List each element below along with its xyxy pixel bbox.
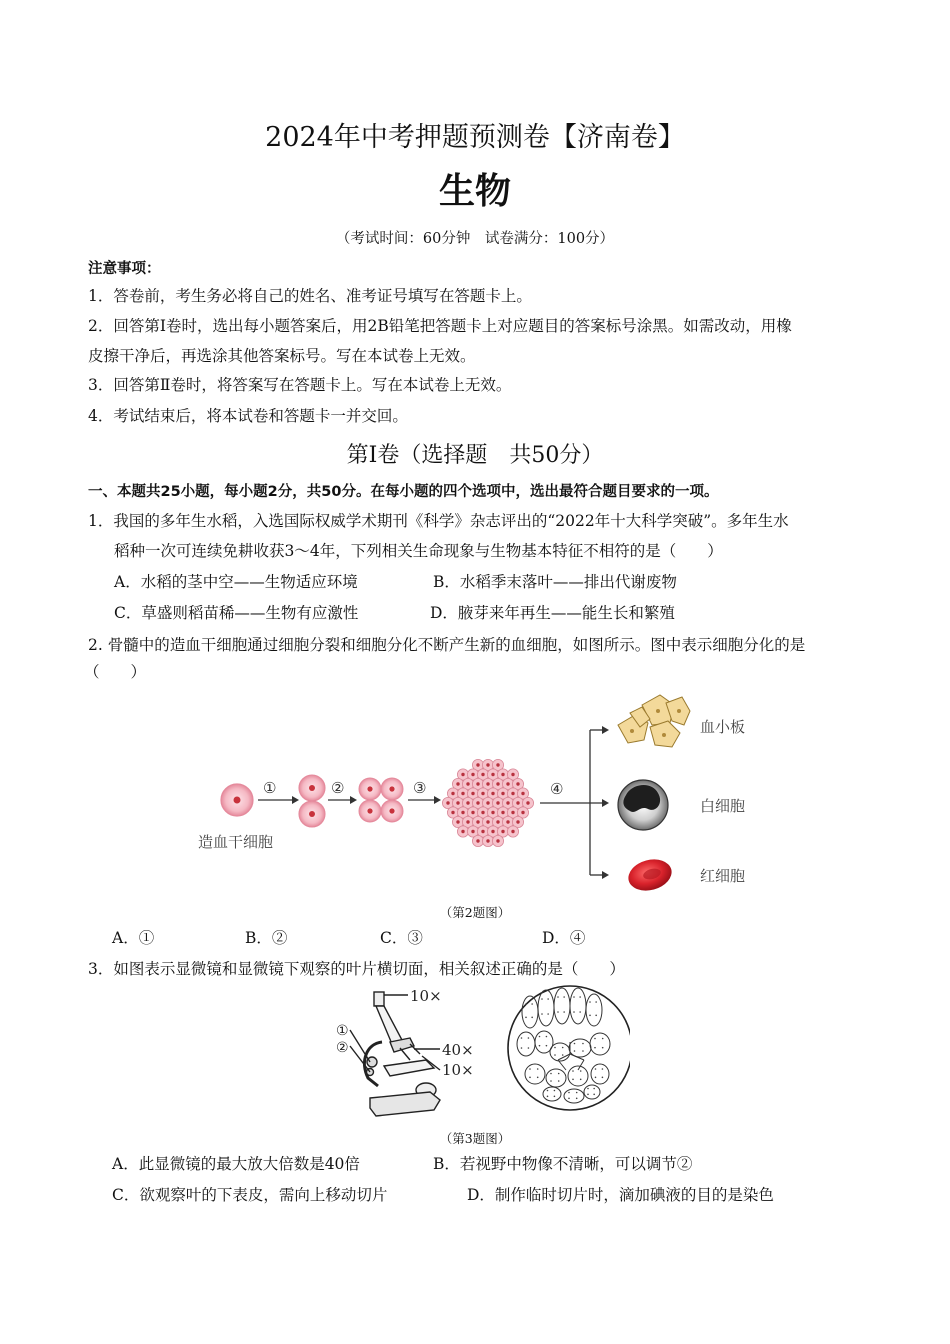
- eyepiece-label: 10×: [410, 987, 442, 1005]
- q1-option-b[interactable]: B．水稻季末落叶——排出代谢废物: [433, 573, 677, 591]
- notice-item: 2．回答第Ⅰ卷时，选出每小题答案后，用2B铅笔把答题卡上对应题目的答案标号涂黑。如需改动，用橡: [88, 317, 792, 335]
- step-1-label: ①: [263, 779, 277, 797]
- white-blood-cell-label: 白细胞: [700, 798, 746, 815]
- q2-stem-line1: 2. 骨髓中的造血干细胞通过细胞分裂和细胞分化不断产生新的血细胞，如图所示。图中表示细胞分化的是: [88, 636, 806, 654]
- notice-item: 皮擦干净后，再选涂其他答案标号。写在本试卷上无效。: [88, 347, 476, 365]
- red-blood-cell: [625, 855, 675, 895]
- step-4-label: ④: [550, 780, 564, 798]
- red-blood-cell-label: 红细胞: [700, 868, 746, 885]
- time-info: （考试时间：60分钟 试卷满分：100分）: [335, 231, 615, 247]
- marker-2: ②: [336, 1040, 349, 1056]
- blood-cell-differentiation-figure: [190, 685, 790, 900]
- platelet-cells: [618, 695, 690, 747]
- q2-option-c[interactable]: C．③: [380, 929, 423, 947]
- q3-option-d[interactable]: D．制作临时切片时，滴加碘液的目的是染色: [467, 1186, 774, 1204]
- q1-stem-line2: 稻种一次可连续免耕收获3～4年，下列相关生命现象与生物基本特征不相符的是（ ）: [114, 542, 723, 560]
- stem-cell: [221, 784, 253, 816]
- microscope-icon: [350, 992, 440, 1116]
- q1-option-d[interactable]: D．腋芽来年再生——能生长和繁殖: [430, 604, 675, 622]
- notice-item: 1．答卷前，考生务必将自己的姓名、准考证号填写在答题卡上。: [88, 287, 532, 305]
- objective-high-label: 40×: [442, 1041, 474, 1059]
- q2-stem-line2: （ ）: [84, 663, 147, 681]
- figure-3-caption: （第3题图）: [439, 1131, 511, 1146]
- white-blood-cell: [618, 780, 668, 830]
- section-title: 第Ⅰ卷（选择题 共50分）: [346, 443, 604, 468]
- notice-item: 4．考试结束后，将本试卷和答题卡一并交回。: [88, 407, 408, 425]
- section-instruction: 一、本题共25小题，每小题2分，共50分。在每小题的四个选项中，选出最符合题目要求的一项。: [88, 484, 719, 500]
- two-cells: [299, 775, 325, 827]
- q1-option-c[interactable]: C．草盛则稻苗稀——生物有应激性: [114, 604, 359, 622]
- q2-option-a[interactable]: A．①: [112, 929, 155, 947]
- platelet-label: 血小板: [700, 719, 746, 736]
- q3-option-a[interactable]: A．此显微镜的最大放大倍数是40倍: [112, 1155, 360, 1173]
- microscope-figure: [330, 982, 630, 1122]
- stem-cell-label: 造血干细胞: [198, 834, 274, 851]
- q3-option-c[interactable]: C．欲观察叶的下表皮，需向上移动切片: [112, 1186, 388, 1204]
- q3-option-b[interactable]: B．若视野中物像不清晰，可以调节②: [433, 1155, 693, 1173]
- step-2-label: ②: [331, 779, 345, 797]
- q3-stem: 3．如图表示显微镜和显微镜下观察的叶片横切面，相关叙述正确的是（ ）: [88, 960, 625, 978]
- step-3-label: ③: [413, 779, 427, 797]
- cell-cluster: [442, 759, 533, 846]
- figure-2-caption: （第2题图）: [439, 905, 511, 920]
- q1-stem-line1: 1．我国的多年生水稻，入选国际权威学术期刊《科学》杂志评出的“2022年十大科学突破”。多年生水: [88, 512, 789, 530]
- exam-title: 2024年中考押题预测卷【济南卷】: [265, 122, 685, 153]
- notice-heading: 注意事项：: [88, 261, 161, 277]
- leaf-cross-section: [508, 986, 630, 1110]
- four-cells: [359, 778, 403, 822]
- subject-title: 生物: [438, 171, 511, 212]
- q2-option-d[interactable]: D．④: [542, 929, 586, 947]
- marker-1: ①: [336, 1023, 349, 1039]
- q1-option-a[interactable]: A．水稻的茎中空——生物适应环境: [114, 573, 358, 591]
- objective-low-label: 10×: [442, 1061, 474, 1079]
- q2-option-b[interactable]: B．②: [245, 929, 288, 947]
- notice-item: 3．回答第Ⅱ卷时，将答案写在答题卡上。写在本试卷上无效。: [88, 376, 512, 394]
